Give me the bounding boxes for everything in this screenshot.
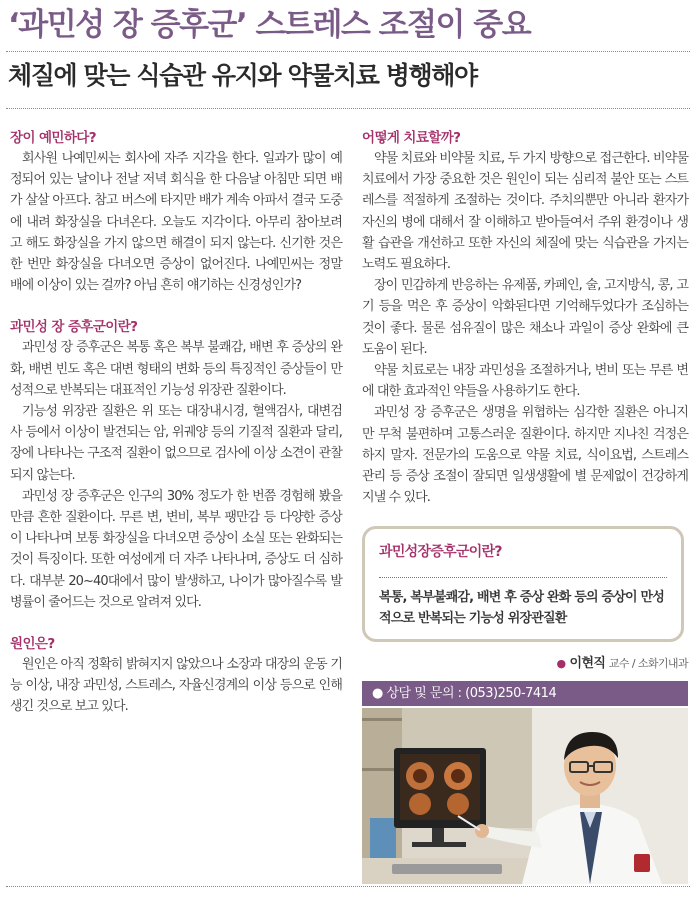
section-symptom [10,128,342,296]
headline-divider [6,51,690,52]
section-title: 과민성 장 증후군이란? [10,319,138,336]
paragraph: 회사원 나예민씨는 회사에 자주 지각을 한다. 일과가 많이 예정되어 있는 날이나 전날 저녁 회식을 한 다음날 아침만 되면 배가 살살 아프다. 참고 버스에 타지만 배가 계속 아파서 결국 도중에 내려 화장실을 다녀온다. 오늘도 지각이다. 아무리 참아보려고 해도 화장실을 가지 않으면 해결이 되지 않는다. 신기한 것은 한 번만 화장실을 다녀오면 증상이 없어진다. 나예민씨는 정말 배에 이상이 있는 걸까? 아님 흔히 얘기하는 신경성인가? [10,151,342,294]
subheadline: 체질에 맞는 식습관 유지와 약물치료 병행해야 [8,61,477,90]
callout-divider [379,577,667,578]
paragraph: 장이 민감하게 반응하는 유제품, 카페인, 술, 고지방식, 콩, 고기 등을 먹은 후 증상이 악화된다면 기억해두었다가 조심하는 것이 좋다. 물론 섬유질이 많은 채소나 과일이 증상 완화에 큰 도움이 된다. [362,278,688,357]
section-treatment [362,128,688,508]
callout-body: 복통, 복부불쾌감, 배변 후 증상 완화 등의 증상이 만성적으로 반복되는 기능성 위장관질환 [379,590,665,626]
subheadline-divider [6,108,690,109]
definition-callout [362,526,684,642]
paragraph: 과민성 장 증후군은 인구의 30% 정도가 한 번쯤 경험해 봤을 만큼 흔한 질환이다. 무른 변, 변비, 복부 팽만감 등 다양한 증상이 나타나며 보통 화장실을 다녀오면 증상이 소실 또는 완화되는 것이 특징이다. 또한 여성에게 더 자주 나타나며, 증상도 더 심하다. 대부분 20~40대에서 많이 발생하고, 나이가 많아질수록 발병률이 줄어드는 것으로 알려져 있다. [10,488,342,610]
bullet-icon: ● [556,657,566,670]
paragraph: 과민성 장 증후군은 생명을 위협하는 심각한 질환은 아니지만 무척 불편하며 고통스러운 질환이다. 하지만 지나친 걱정은 하지 말자. 전문가의 도움으로 약물 치료, 식이요법, 스트레스 관리 등 증상 조절이 잘되면 일생생활에 별 문제없이 건강하게 지낼 수 있다. [362,405,688,506]
left-column [10,128,342,718]
paragraph: 약물 치료로는 내장 과민성을 조절하거나, 변비 또는 무른 변에 대한 효과적인 약들을 사용하기도 한다. [362,363,688,400]
paragraph: 약물 치료와 비약물 치료, 두 가지 방향으로 접근한다. 비약물 치료에서 가장 중요한 것은 원인이 되는 심리적 불안 또는 스트레스를 적절하게 조절하는 것이다. 주치의뿐만 아니라 환자가 자신의 병에 대해서 잘 이해하고 받아들여서 주위 환경이나 생활 습관을 개선하고 또한 자신의 체질에 맞는 식습관을 가지는 노력도 필요하다. [362,151,688,273]
paragraph: 기능성 위장관 질환은 위 또는 대장내시경, 혈액검사, 대변검사 등에서 이상이 발견되는 암, 위궤양 등의 기질적 질환과 달리, 장에 나타나는 구조적 질환이 없으므로 검사에 이상 소견이 관찰되지 않는다. [10,404,342,483]
right-column [362,128,688,508]
headline: ‘과민성 장 증후군’ 스트레스 조절이 중요 [8,7,531,43]
section-definition [10,317,342,613]
section-title: 장이 예민하다? [10,130,96,146]
doctor-photo [362,708,688,884]
contact-bar: ● 상담 및 문의 : (053)250-7414 [362,681,688,706]
doctor-photo-illustration [362,708,688,884]
doctor-position: 교수 / 소화기내과 [608,657,688,670]
section-title: 원인은? [10,636,55,653]
doctor-credit [556,652,688,671]
paragraph: 원인은 아직 정확히 밝혀지지 않았으나 소장과 대장의 운동 기능 이상, 내장 과민성, 스트레스, 자율신경계의 이상 등으로 인해 생긴 것으로 보고 있다. [10,657,342,715]
doctor-name: 이현직 [569,656,606,671]
section-title: 어떻게 치료할까? [362,130,461,146]
callout-title: 과민성장증후군이란? [379,544,502,560]
paragraph: 과민성 장 증후군은 복통 혹은 복부 불쾌감, 배변 후 증상의 완화, 배변 빈도 혹은 대변 형태의 변화 등의 특징적인 증상들이 만성적으로 반복되는 대표적인 기능성 위장관 질환이다. [10,340,342,398]
bottom-divider [6,886,690,887]
section-cause [10,634,342,718]
